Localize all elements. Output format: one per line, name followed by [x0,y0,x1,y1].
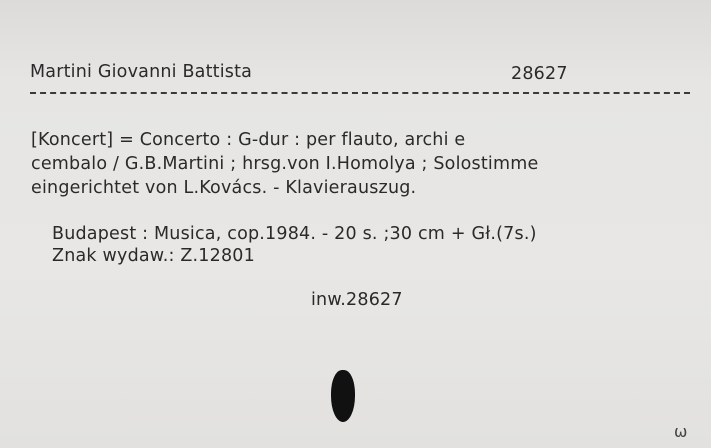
divider-line [30,92,690,94]
publication-line: Budapest : Musica, cop.1984. - 20 s. ;30 cm + Gł.(7s.) [52,224,537,244]
corner-mark: ω [674,422,688,441]
title-line-2: cembalo / G.B.Martini ; hrsg.von I.Homolya ; Solostimme [31,154,539,174]
publisher-number-line: Znak wydaw.: Z.12801 [52,246,255,266]
inventory-number: inw.28627 [311,290,403,310]
title-line-1: [Koncert] = Concerto : G-dur : per flauto, archi e [31,130,466,150]
title-line-3: eingerichtet von L.Kovács. - Klavierauszug. [31,178,417,198]
accession-number: 28627 [511,64,568,84]
author-heading: Martini Giovanni Battista [30,62,253,82]
punch-hole [331,370,355,422]
